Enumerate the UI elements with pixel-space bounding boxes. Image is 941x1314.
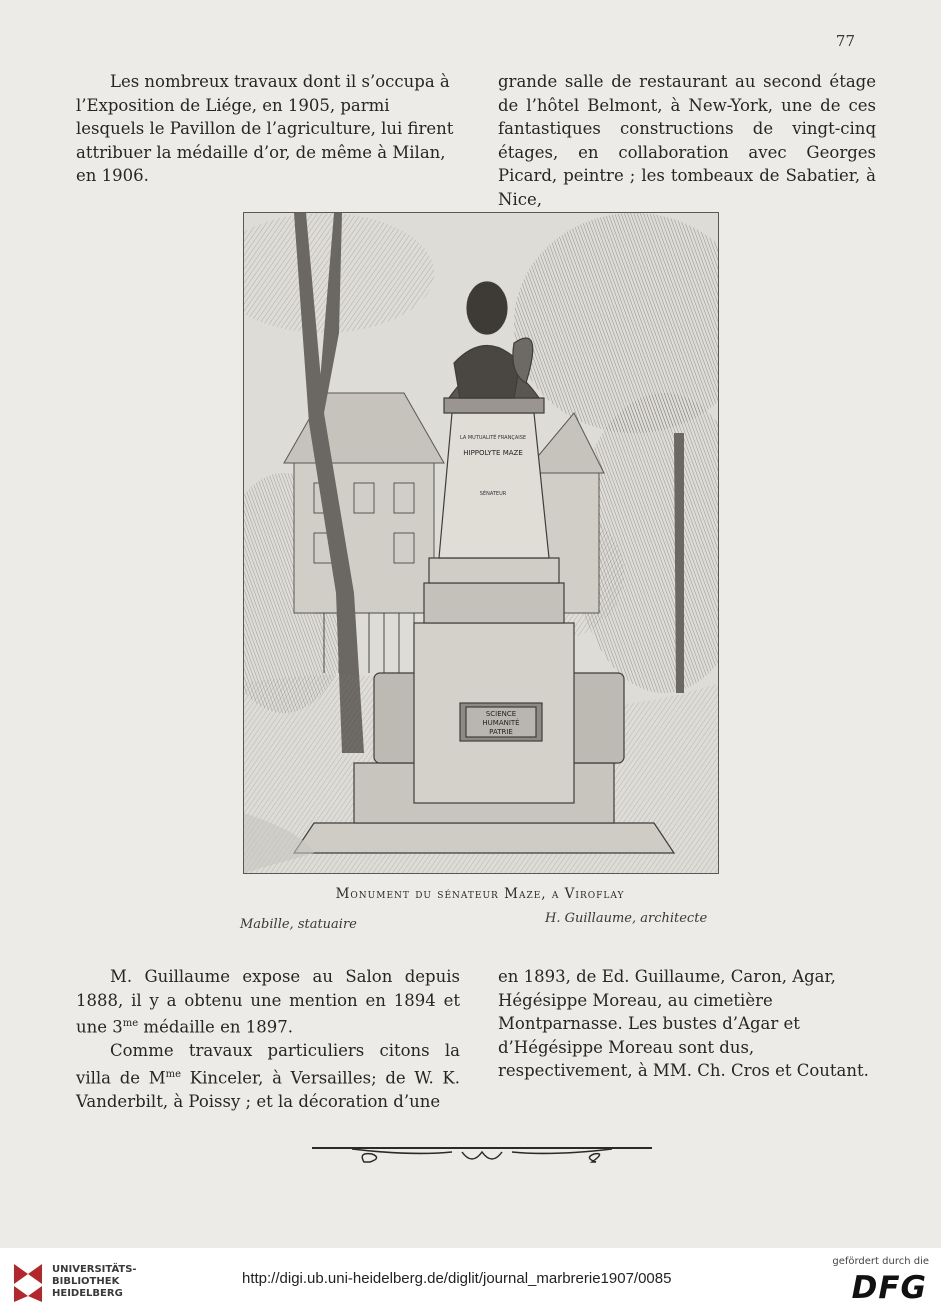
page-number: 77 [835,32,855,50]
inscription-line: HIPPOLYTE MAZE [463,449,523,457]
paragraph: Les nombreux travaux dont il s’occupa à l’Exposition de Liége, en 1905, parmi lesquels le Pavillon de l’agriculture, lui firent attribuer la médaille d’or, de même à Milan, en 1906. [76,72,454,186]
paragraph: Comme travaux particuliers citons la villa de $M^{me}$ Kinceler, à Versailles; de W. K. Vanderbilt, à Poissy ; et la décoration d’une [76,1041,461,1111]
plaque-line: SCIENCE [485,710,517,718]
university-library-logo-icon [10,1260,46,1304]
funding-note: gefördert durch die [832,1256,929,1267]
text-column-top-right [498,70,876,212]
sculptor-credit: Mabille, statuaire [240,917,357,932]
monument-engraving [243,212,719,874]
inscription-line: SÉNATEUR [479,491,507,497]
decorative-ornament [312,1140,652,1170]
paragraph: M. Guillaume expose au Salon depuis 1888, il y a obtenu une mention en 1894 et une $3^{me}$ médaille en 1897. [76,967,460,1037]
figure-caption: Monument du sénateur Maze, a Viroflay [335,886,625,902]
digitization-footer [0,1248,941,1314]
plaque-line: PATRIE [489,728,513,736]
plaque-line: HUMANITÉ [482,719,520,727]
inscription-line: LA MUTUALITÉ FRANÇAISE [459,435,527,441]
architect-credit: H. Guillaume, architecte [545,911,708,926]
dfg-logo: DFG [851,1270,927,1306]
source-url-link[interactable]: http://digi.ub.uni-heidelberg.de/diglit/journal_marbrerie1907/0085 [242,1270,672,1287]
text-column-top-left [76,70,456,188]
paragraph: en 1893, de Ed. Guillaume, Caron, Agar, Hégésippe Moreau, au cimetière Montparnasse. Les bustes d’Agar et d’Hégésippe Moreau sont dus, respectivement, à MM. Ch. Cros et Coutant. [498,967,869,1081]
paragraph: grande salle de restaurant au second étage de l’hôtel Belmont, à New-York, une de ces fantastiques constructions de vingt-cinq étages, en collaboration avec Georges Picard, peintre ; les tombeaux de Sabatier, à Nice, [498,72,876,209]
library-name: UNIVERSITÄTS- BIBLIOTHEK HEIDELBERG [52,1264,137,1299]
text-column-bottom-left [76,965,460,1114]
monument-drawing [244,213,718,873]
text-column-bottom-right [498,965,878,1083]
